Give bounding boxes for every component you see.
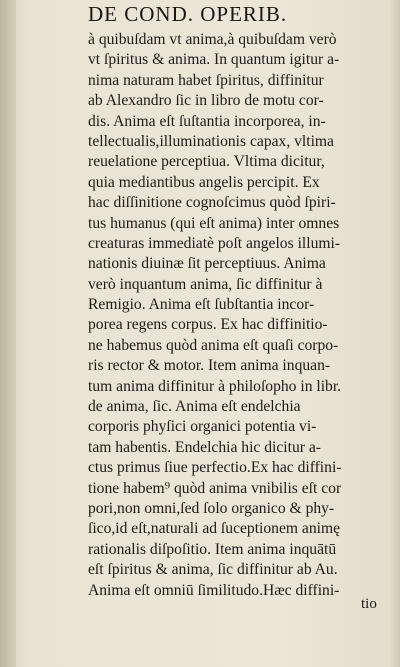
running-head: DE COND. OPERIB. [88,2,288,26]
text-line: verò inquantum anima, ſic diffinitur à [88,275,323,293]
text-line: quia mediantibus angelis percipit. Ex [88,173,320,191]
text-line: tum anima diffinitur à philoſopho in libr. [88,377,342,395]
text-line: nationis diuinæ ſit perceptiuus. Anima [88,255,326,273]
text-line: ab Alexandro ſic in libro de motu cor- [88,92,324,110]
page-gutter [0,0,16,667]
text-line: tus humanus (qui eſt anima) inter omnes [88,214,340,232]
text-line: corporis phyſici organici potentia vi- [88,418,317,436]
text-line: tione habem⁹ quòd anima vnibilis eſt cor [88,479,342,497]
text-line: de anima, ſic. Anima eſt endelchia [88,398,301,416]
text-line: eſt ſpiritus & anima, ſic diffinitur ab Au. [88,561,338,579]
text-line: ctus primus ſiue perfectio.Ex hac diffini- [88,459,342,477]
text-line: Anima eſt omniū ſimilitudo.Hæc diffini- [88,581,340,599]
text-line: à quibuſdam vt anima,à quibuſdam verò [88,31,337,48]
catchword: tio [361,596,377,612]
text-line: tellectualis,illuminationis capax, vltima [88,132,334,150]
body-text [88,30,390,601]
text-line: hac diſſinitione cognoſcimus quòd ſpiri- [88,194,336,212]
text-line: vt ſpiritus & anima. In quantum igitur a- [88,51,340,69]
text-line: rationalis diſpoſitio. Item anima inquātū [88,540,337,558]
text-line: ne habemus quòd anima eſt quaſi corpo- [88,336,339,354]
text-line: Remigio. Anima eſt ſubſtantia incor- [88,296,315,314]
page-edge-shadow [390,0,400,667]
text-line: pori,non omni,ſed ſolo organico & phy- [88,499,335,517]
text-line: ris rector & motor. Item anima inquan- [88,357,331,375]
text-line: nima naturam habet ſpiritus, diffinitur [88,71,324,89]
text-line: tam habentis. Endelchia hic dicitur a- [88,438,321,456]
text-line: reuelatione perceptiua. Vltima dicitur, [88,153,325,171]
text-line: creaturas immediatè poſt angelos illumi- [88,234,341,252]
text-line: dis. Anima eſt ſuſtantia incorporea, in- [88,112,326,130]
text-line: ſico,id eſt,naturali ad ſuceptionem animę [88,520,341,538]
text-line: porea regens corpus. Ex hac diffinitio- [88,316,328,334]
